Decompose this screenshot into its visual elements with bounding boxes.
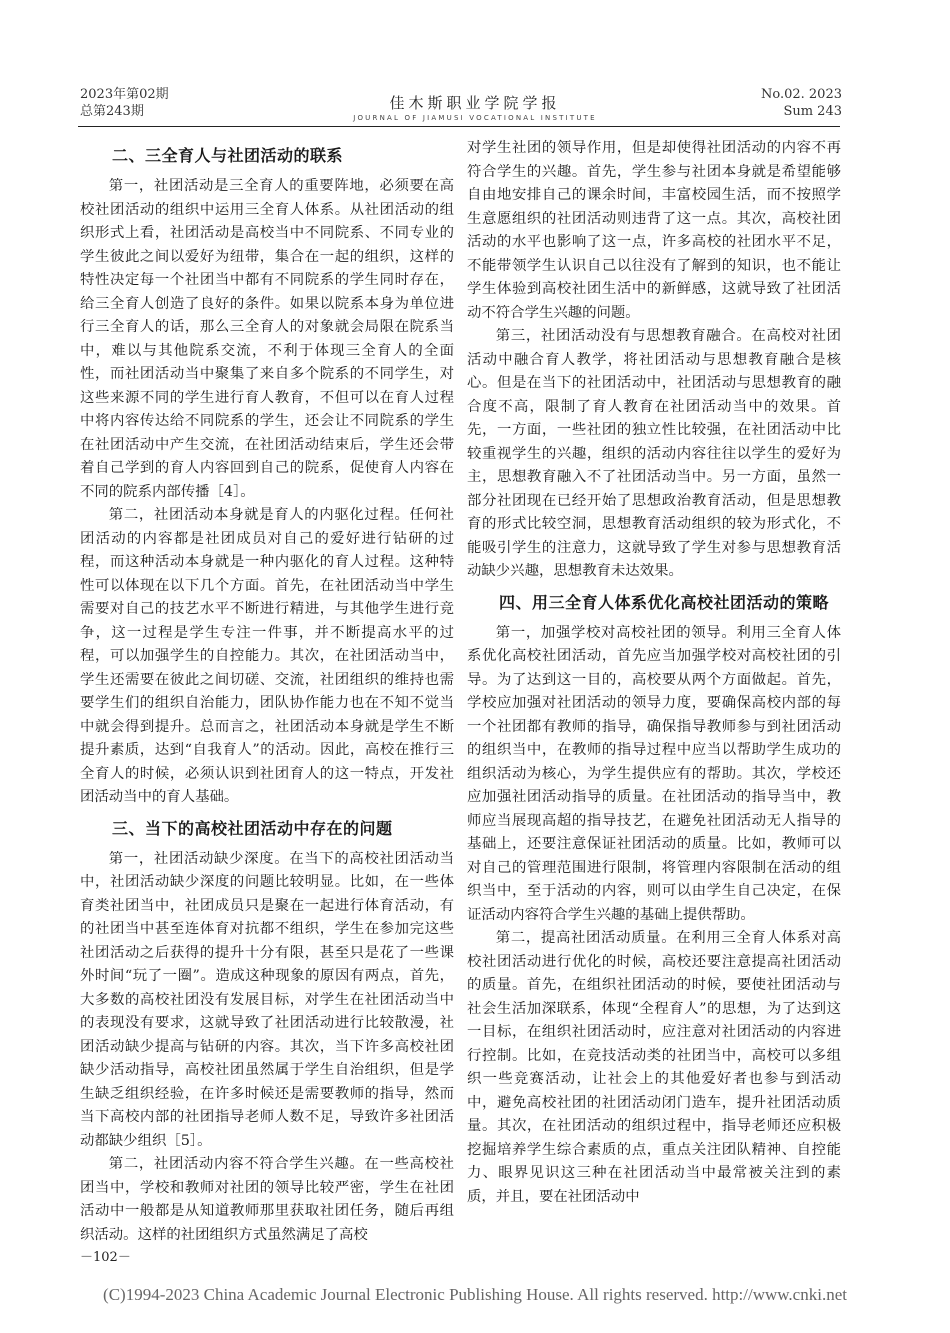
left-column bbox=[80, 137, 454, 1247]
section-heading: 三、当下的高校社团活动中存在的问题 bbox=[112, 818, 393, 838]
paragraph: 第一，社团活动缺少深度。在当下的高校社团活动当中，社团活动缺少深度的问题比较明显。比如，在一些体育类社团当中，社团成员只是聚在一起进行体育活动，有的社团当中甚至连体育对抗都不组织，学生在参加完这些社团活动之后获得的提升十分有限，甚至只是花了一些课外时间“玩了一圈”。造成这种现象的原因有两点，首先，大多数的高校社团没有发展目标，对学生在社团活动当中的表现没有要求，这就导致了社团活动进行比较散漫，社团活动缺少提高与钻研的内容。其次，当下许多高校社团缺少活动指导，高校社团虽然属于学生自治组织，但是学生缺乏组织经验，在许多时候还是需要教师的指导，然而当下高校内部的社团指导老师人数不足，导致许多社团活动都缺少组织［5］。 bbox=[80, 850, 454, 1149]
paragraph: 第一，加强学校对高校社团的领导。利用三全育人体系优化高校社团活动，首先应当加强学校对高校社团的引导。为了达到这一目的，高校要从两个方面做起。首先，学校应加强对社团活动的领导力度，要确保高校内部的每一个社团都有教师的指导，确保指导教师参与到社团活动的组织当中，在教师的指导过程中应当以帮助学生成功的组织活动为核心，为学生提供应有的帮助。其次，学校还应加强社团活动指导的质量。在社团活动的指导当中，教师应当展现高超的指导技艺，在避免社团活动无人指导的基础上，还要注意保证社团活动的质量。比如，教师可以对自己的管理范围进行限制，将管理内容限制在活动的组织当中，至于活动的内容，则可以由学生自己决定，在保证活动内容符合学生兴趣的基础上提供帮助。 bbox=[467, 624, 841, 923]
paragraph: 第一，社团活动是三全育人的重要阵地，必须要在高校社团活动的组织中运用三全育人体系。从社团活动的组织形式上看，社团活动是高校当中不同院系、不同专业的学生彼此之间以爱好为纽带，集合在一起的组织，这样的特性决定每一个社团当中都有不同院系的学生同时存在，给三全育人创造了良好的条件。如果以院系本身为单位进行三全育人的话，那么三全育人的对象就会局限在院系当中，难以与其他院系交流，不利于体现三全育人的全面性，而社团活动当中聚集了来自多个院系的不同学生，对这些来源不同的学生进行育人教育，不但可以在育人过程中将内容传达给不同院系的学生，还会让不同院系的学生在社团活动中产生交流，在社团活动结束后，学生还会带着自己学到的育人内容回到自己的院系，促使育人内容在不同的院系内部传播［4］。 bbox=[80, 178, 454, 500]
journal-title-en: JOURNAL OF JIAMUSI VOCATIONAL INSTITUTE bbox=[353, 114, 597, 122]
issue-label: 2023年第02期 bbox=[80, 87, 169, 102]
page-number: －102－ bbox=[80, 1250, 131, 1265]
paragraph: 第三，社团活动没有与思想教育融合。在高校对社团活动中融合育人教学，将社团活动与思想教育融合是核心。但是在当下的社团活动中，社团活动与思想教育的融合度不高，限制了育人教育在社团活动当中的效果。首先，一方面，一些社团的独立性比较强，在社团活动中比较重视学生的兴趣，组织的活动内容往往以学生的爱好为主，思想教育融入不了社团活动当中。另一方面，虽然一部分社团现在已经开始了思想政治教育活动，但是思想教育的形式比较空洞，思想教育活动组织的较为形式化，不能吸引学生的注意力，这就导致了学生对参与思想教育活动缺少兴趣，思想教育未达效果。 bbox=[467, 328, 841, 579]
number-label: No.02. 2023 bbox=[761, 87, 842, 102]
paragraph: 第二，社团活动本身就是育人的内驱化过程。任何社团活动的内容都是社团成员对自己的爱好进行钻研的过程，而这种活动本身就是一种内驱化的育人过程。这种特性可以体现在以下几个方面。首先，在社团活动当中学生需要对自己的技艺水平不断进行精进，与其他学生进行竞争，这一过程是学生专注一件事，并不断提高水平的过程，可以加强学生的自控能力。其次，在社团活动当中，学生还需要在彼此之间切磋、交流，社团组织的维持也需要学生们的组织自治能力，团队协作能力也在不知不觉当中就会得到提升。总而言之，社团活动本身就是学生不断提升素质，达到“自我育人”的活动。因此，高校在推行三全育人的时候，必须认识到社团育人的这一特点，开发社团活动当中的育人基础。 bbox=[80, 507, 454, 805]
header-divider bbox=[78, 126, 840, 127]
journal-title-cn: 佳木斯职业学院学报 bbox=[389, 94, 561, 112]
section-heading: 二、三全育人与社团活动的联系 bbox=[112, 146, 344, 165]
header-number-info bbox=[761, 86, 842, 120]
paragraph: 第二，提高社团活动质量。在利用三全育人体系对高校社团活动进行优化的时候，高校还要注意提高社团活动的质量。首先，在组织社团活动的时候，要使社团活动与社会生活加深联系，体现“全程育人”的思想，为了达到这一目标，在组织社团活动时，应注意对社团活动的内容进行控制。比如，在竞技活动类的社团当中，高校可以多组织一些竞赛活动，让社会上的其他爱好者也参与到活动中，避免高校社团的社团活动闭门造车，提升社团活动质量。其次，在社团活动的组织过程中，指导老师还应积极挖掘培养学生综合素质的点，重点关注团队精神、自控能力、眼界见识这三种在社团活动当中最常被关注到的素质，并且，要在社团活动中 bbox=[467, 930, 841, 1205]
right-column bbox=[467, 137, 841, 1209]
paragraph-continued: 对学生社团的领导作用，但是却使得社团活动的内容不再符合学生的兴趣。首先，学生参与社团本身就是希望能够自由地安排自己的课余时间，丰富校园生活，而不按照学生意愿组织的社团活动则违背了这一点。其次，高校社团活动的水平也影响了这一点，许多高校的社团水平不足，不能带领学生认识自己以往没有了解到的知识，也不能让学生体验到高校社团生活中的新鲜感，这就导致了社团活动不符合学生兴趣的问题。 bbox=[467, 140, 841, 321]
sum-label: Sum 243 bbox=[783, 104, 842, 119]
section-heading: 四、用三全育人体系优化高校社团活动的策略 bbox=[499, 592, 830, 612]
paragraph: 第二，社团活动内容不符合学生兴趣。在一些高校社团当中，学校和教师对社团的领导比较严密，学生在社团活动中一般都是从知道教师那里获取社团任务，随后再组织活动。这样的社团组织方式虽然满足了高校 bbox=[80, 1156, 454, 1243]
copyright-footer: (C)1994-2023 China Academic Journal Electronic Publishing House. All rights reserved. http://www.cnki.net bbox=[103, 1285, 847, 1304]
total-issue-label: 总第243期 bbox=[80, 104, 144, 119]
